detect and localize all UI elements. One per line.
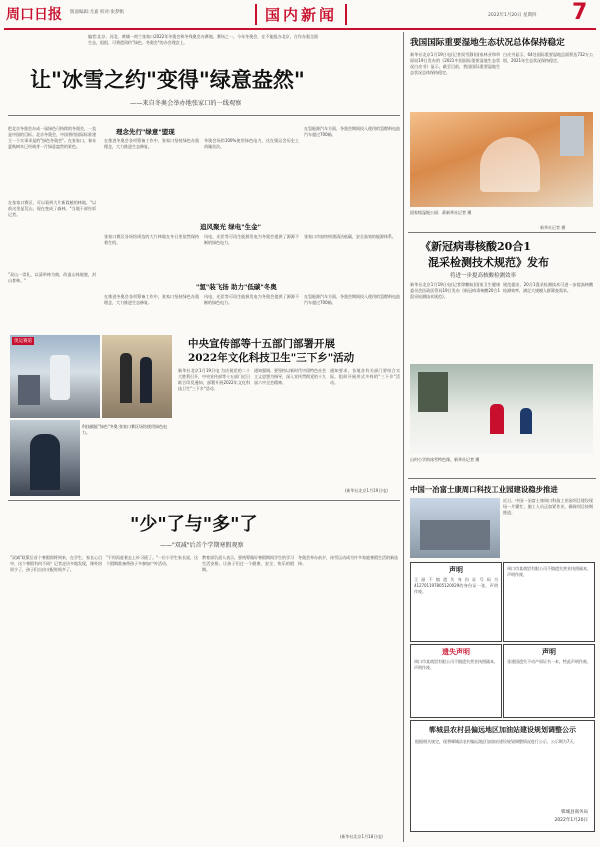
covid-body-2: 规范提出，20合1混采检测技术可进一步提高核酸检测效率，满足大规模人群筛查需求。 <box>503 282 593 293</box>
covid-subtitle: 将进一步提高核酸检测效率 <box>450 273 517 279</box>
snow-caption: 山村小学的冰雪特色课。新华社记者 摄 <box>410 457 480 462</box>
policy-title-2: 2022年文化科技卫生"三下乡"活动 <box>188 352 355 364</box>
lead-subhead-2: 追风聚光 绿电"生金" <box>200 223 262 231</box>
bottom-body-3: 教育部负责人表示，要统筹做好寒假期间学生的学习生活安排，让孩子们过一个健康、安全、快乐的假期。 <box>202 555 294 572</box>
lead-body1: 把北京冬奥会办成一届绿色可持续的冬奥会，一直是中国的目标。北京冬奥会，中国将用国际标准建立一个实事求是的"绿色冬奥会"。在张家口，春末夏秋树木已经萌芽一片绿意盎然的景色。 <box>8 126 96 149</box>
covid-body-1: 新华社北京1月19日电(记者徐鹏航)国家卫生健康委员会医政医管局19日发布《新冠病毒核酸20合1混采检测技术规范》。 <box>410 282 500 299</box>
section-title: 国内新闻 <box>255 4 347 25</box>
notice-3-title: 遗失声明 <box>442 648 470 656</box>
lead-rule <box>8 115 400 116</box>
notice-5 <box>410 720 595 832</box>
photo-volunteers <box>10 420 80 496</box>
lead-title: 让"冰雪之约"变得"绿意盎然" <box>30 67 305 92</box>
wetland-title: 我国国际重要湿地生态状况总体保持稳定 <box>410 38 565 48</box>
wetland-body-2: 白皮书显示，64处国际重要湿地总面积达732万公顷，2021年生态状况保持稳定。 <box>503 52 593 63</box>
lead-body7: 张家口赛区各场馆周边的大片林地在冬日里依然保持着生机。 <box>104 234 199 245</box>
wetland-credit: 新华社记者 摄 <box>540 225 566 230</box>
lead-body2: 在张家口赛区，可以看到大片新栽植的林地。"以前这里是荒山，现在变成了森林。"当地干部告诉记者。 <box>8 200 96 217</box>
building <box>560 116 584 156</box>
winter-scene <box>480 137 540 192</box>
notice-1-body: 王丽不慎遗失身份证号码为412701197805120029的身份证一张，声明作废。 <box>414 577 498 594</box>
tech-body: 近日，中国一冶富士康周口科技工业园项目建设现场一片繁忙，施工人员正加紧作业，确保项目按期推进。 <box>503 498 593 515</box>
notice-4 <box>503 644 595 718</box>
child-figure <box>520 408 532 434</box>
notice-1-title: 声明 <box>449 566 463 574</box>
tech-title: 中国一冶富士康周口科技工业园建设稳步推进 <box>410 485 558 494</box>
photo-label: 奥运赛道 <box>14 339 32 344</box>
lead-body10: 在推进冬奥会各项筹备工作中，张家口坚持绿色办奥理念，大力推进生态修复。 <box>104 294 199 305</box>
lead-body11: 风电、光伏等可再生能源发电为冬奥会提供了源源不断的绿色电力。 <box>204 294 299 305</box>
lead-body8: 风电、光伏等可再生能源发电为冬奥会提供了源源不断的绿色电力。 <box>204 234 299 245</box>
notice-5-title: 郸城县农村县偏远地区加油站建设规划调整公示 <box>429 726 576 734</box>
wetland-caption: 国家级湿地公园：蒋新华社记者 摄 <box>410 210 472 215</box>
person-figure <box>30 434 60 490</box>
lead-body6: 在氢能源汽车方面，冬奥会期间投入使用的氢燃料电池汽车超过700辆。 <box>304 126 400 137</box>
header-date: 2022年1月20日 星期四 <box>488 13 537 18</box>
trees <box>418 372 448 412</box>
lead-subhead-1: 理念先行"绿意"盟现 <box>116 128 175 136</box>
lead-body3: "双山一崇礼，以清举林为典，改造山体地貌，封山育林。" <box>8 272 96 283</box>
robot-figure <box>50 355 70 400</box>
notice-4-body: 张建国遗失不动产权证书一本，特此声明作废。 <box>507 659 591 664</box>
lead-intro: 编者:北京、河北、黄城一荷兰张家口2022年冬奥会和冬残奥会办赛地、赛场之一。今年冬奥会，在不能组办北京，合作办奥全面生态，组组、可将遗留约"绿色、冬奥会"的办会理念上。 <box>88 34 318 45</box>
child-figure <box>490 404 504 434</box>
notice-5-date: 2022年1月20日 <box>554 818 588 823</box>
notice-5-body: 根据相关规定，现将郸城县农村偏远地区加油站建设规划调整情况进行公示，公示期为7天。 <box>415 739 578 744</box>
photo-winter-street <box>10 335 100 418</box>
lead-body12: 在氢能源汽车方面，冬奥会期间投入使用的氢燃料电池汽车超过700辆。 <box>304 294 400 305</box>
policy-body-2: 通知强调，要坚持以新时代中国特色社会主义思想为指导，深入宣传贯彻党的十九届六中全会精神。 <box>254 368 326 385</box>
notice-4-title: 声明 <box>542 648 556 656</box>
covid-title: 《新冠病毒核酸20合1 <box>420 240 531 253</box>
notice-3-body: 周口市某商贸有限公司不慎遗失营业执照副本，声明作废。 <box>414 659 498 670</box>
building <box>420 520 490 550</box>
right-rule-1 <box>408 232 596 233</box>
lead-subtitle: ——来自冬奥会举办地张家口的一线观察 <box>130 100 242 107</box>
bottom-body-1: "双减"政策后首个寒假即将到来，在学生、家长心目中，这个寒假有何不同？记者走访多地发现，课外培训少了，孩子们自由支配时间多了。 <box>10 555 102 572</box>
column-divider <box>403 32 404 842</box>
notice-2 <box>503 562 595 642</box>
bottom-body-4: 冬奥会举办前夕，冰雪运动成为许多家庭寒假生活的新选择。 <box>298 555 398 566</box>
mid-rule <box>8 500 400 501</box>
header-editor: 版面编辑:尤嘉 校对:张梦帆 <box>70 10 124 15</box>
photo-wetland <box>410 112 593 207</box>
bottom-title: "少"了与"多"了 <box>130 514 258 535</box>
person-figure <box>120 353 132 403</box>
lead-subhead-3: "氢"装飞扬 助力"低碳"冬奥 <box>196 283 277 291</box>
covid-title-2: 混采检测技术规范》发布 <box>428 256 549 269</box>
notice-3 <box>410 644 502 718</box>
bottom-subtitle: ——"双减"后首个学期寒假观察 <box>160 542 244 549</box>
photo-tech-park <box>410 498 500 558</box>
wetland-body-1: 新华社北京1月19日电(记者侯雪静)国家林业和草原局19日发布的《2021中国国际重要湿地生态状况白皮书》显示，截至目前，我国国际重要湿地生态状况总体保持稳定。 <box>410 52 500 75</box>
person-figure <box>140 357 152 403</box>
photo-pedestrians <box>102 335 172 418</box>
photo1-caption: 科技赋能"绿色"冬奥:张家口赛区场馆使用绿色电力。 <box>82 424 168 435</box>
bottom-dateline: (新华社北京1月18日电) <box>340 834 383 839</box>
photo-snow-school <box>410 364 593 454</box>
page-number: 7 <box>572 0 588 25</box>
notice-2-body: 周口市某商贸有限公司不慎遗失营业执照副本，声明作废。 <box>507 566 591 577</box>
notice-5-sign: 郸城县商务局 <box>561 810 588 815</box>
lead-body4: 在推进冬奥会各项筹备工作中，张家口坚持绿色办奥理念，大力推进生态修复。 <box>104 138 199 149</box>
header-logo: 周口日报 <box>6 7 62 23</box>
right-rule-2 <box>408 478 596 479</box>
lead-body9: 张家口市加快构建清洁低碳、安全高效的能源体系。 <box>304 234 396 239</box>
policy-dateline: (新华社北京1月19日电) <box>345 488 388 493</box>
policy-body-3: 通知要求，各地各有关部门要结合实际，组织开展形式多样的"三下乡"活动。 <box>330 368 400 385</box>
policy-body-1: 新华社北京1月19日电 为庆祝党的二十大胜利召开，中央宣传部等十五部门近日联合印发通知，部署开展2022年文化科技卫生"三下乡"活动。 <box>178 368 250 391</box>
shop-front <box>18 375 40 405</box>
lead-body5: 冬奥会场馆100%使用绿色电力，这在奥运会历史上尚属首次。 <box>204 138 299 149</box>
bottom-body-2: "不用再赶着去上补习班了。"一位小学生家长说，这个假期准备带孩子多参加户外活动。 <box>106 555 198 566</box>
header-rule <box>4 28 596 30</box>
policy-title: 中央宣传部等十五部门部署开展 <box>188 338 335 350</box>
notice-1 <box>410 562 502 642</box>
